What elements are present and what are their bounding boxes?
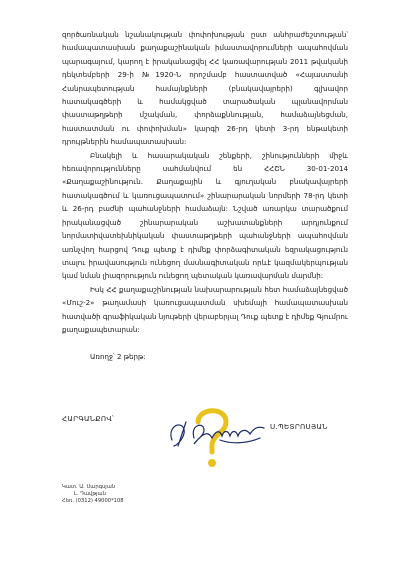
letter-body [62,28,348,336]
executor-line-1: Կատ. Ա. Սարգսյան [62,484,116,490]
stamp-mark [198,411,226,452]
signature-block [0,400,400,480]
signature-title: ՀԱՐԳԱՆՔՈՎ՝ [62,414,114,423]
paragraph-1: զործառնական նշանակության փոփոխության ըստ անհրաժեշտության՝ համապատասխան քաղաքաշինական իմաստավորումների ապահովման պարագայում, կարող է իրականացվել ՀՀ կառավարության 2011 թվականի դեկտեմբերի 29-ի №1920-Ն որոշմամբ հաստատված «Հայաստանի Հանրապետության համայնքների (բնակավայրերի) գլխավոր հատակագծերի և համակցված տարածական պլանավորման փաստաթղթերի մշակման, փորձաքննության, համաձայնեցման, հաստատման ու փոփոխման» կարգի 26-րդ կետի 3-րդ ենթակետի դրույթներին համապատասխան: [62,30,348,147]
paragraph-2: Բնակելի և հասարակական շենքերի, շինությունների միջև հեռավորությունները սահմանվում են ՀՀՇՆ 30-01-2014 «Քաղաքաշինություն. Քաղաքային և գյուղական բնակավայրերի հատակագծում և կառուցապատում» շինարարական նորմերի 78-րդ կետի և 26-րդ բաժնի պահանջների համաձայն: Նշված առարկա տարածքում իրականացված շինարարական աշխատանքների արդյունքում նորմատիվատեխնիկական փաստաթղթերի պահանջների ապահովման առնչվող հարցով Դուք պետք է դիմեք փորձագիտական եզրակացություն տալու իրավասություն ունեցող մասնագիտական որևէ կազմակերպության կամ նման լիազորություն ունեցող պետական կառավարման մարմնի: [62,150,348,281]
executor-info [62,484,124,506]
attachments-note: Առողջ՝ 2 թերթ: [90,352,146,361]
paragraph-3: Իսկ ՀՀ քաղաքաշինության նախարարության հետ համաձայնեցված «Մուշ-2» թաղամասի կառուցապատման սխեմայի համապատասխան հատվածի գրաֆիկական նյութերի վերաբերյալ Դուք պետք է դիմեք Գյումրու քաղաքապետարան: [62,284,348,334]
executor-line-2: Լ. Դավթյան [74,491,106,498]
signature-with-stamp [160,400,275,475]
signatory-name: Ս.ՊԵՏՐՈՍՅԱՆ [270,422,328,431]
executor-phone: Հեռ. (0312) 49000*108 [62,498,124,505]
